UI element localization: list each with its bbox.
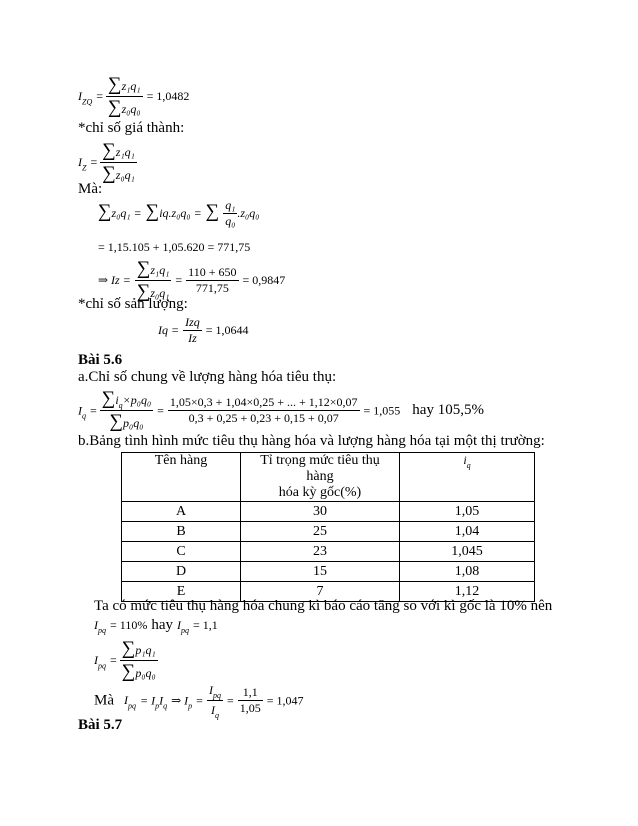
ma-label: Mà — [94, 692, 114, 709]
equals-sign: = — [175, 273, 183, 288]
formula-term: z₀q₁ = — [111, 206, 142, 221]
numerator: 1,05×0,3 + 1,04×0,25 + ... + 1,12×0,07 — [169, 395, 358, 410]
table-cell: A — [122, 502, 241, 522]
table-cell: 1,12 — [400, 582, 535, 602]
equals-sign: = — [226, 693, 234, 708]
table-cell: 25 — [241, 522, 400, 542]
table-cell: E — [122, 582, 241, 602]
formula-symbol: ⇒ I — [171, 693, 189, 708]
numerator: p₁q₁ — [135, 643, 156, 657]
formula-iz — [78, 140, 137, 185]
formula-ip-derivation — [94, 681, 304, 720]
table-cell: 1,08 — [400, 562, 535, 582]
formula-izq — [78, 74, 189, 119]
formula-subscript: pq — [98, 661, 106, 671]
table-row — [122, 522, 535, 542]
denominator: 771,75 — [195, 281, 229, 295]
header-symbol: i — [463, 453, 467, 467]
fraction — [207, 681, 223, 720]
fraction — [238, 685, 263, 716]
fraction — [223, 198, 237, 229]
denominator: z₀q₁ — [115, 168, 135, 182]
formula-symbol: I — [159, 693, 164, 708]
fraction: $\frac{\text{∑z₁q₁}}{\text{∑z₀q₀}}$ — [108, 74, 141, 118]
formula-result: = 1,0482 — [146, 89, 190, 104]
denominator: z₀q₀ — [121, 102, 141, 116]
note-price-index: *chỉ số giá thành: — [78, 120, 185, 136]
equals-sign: = — [90, 155, 101, 170]
table-cell: 23 — [241, 542, 400, 562]
formula-symbol: I — [78, 403, 82, 418]
fraction: $\frac{\text{∑z₁q₁}}{\text{∑z₀q₁}}$ — [102, 140, 135, 184]
equals-sign: = — [157, 403, 164, 418]
table-header-cell — [241, 453, 400, 502]
table-row — [122, 562, 535, 582]
table-cell: C — [122, 542, 241, 562]
formula-symbol: I — [94, 653, 98, 668]
formula-subscript: Z — [82, 163, 87, 173]
numerator: 110 + 650 — [188, 265, 237, 279]
table-header-cell — [400, 453, 535, 502]
connector-word: hay — [151, 617, 173, 633]
equals-sign: = — [90, 403, 100, 418]
fraction: $\frac{\sum i_q\times p_0q_0}{\text{∑p₀q₀}}$ — [101, 388, 152, 433]
formula-value: = 110% — [110, 618, 148, 632]
formula-subscript: q — [82, 411, 86, 421]
formula-subscript: pq — [181, 626, 189, 636]
fraction — [183, 315, 202, 346]
numerator: I — [208, 683, 213, 697]
formula-result: = 1,047 — [266, 693, 304, 708]
note-quantity-index: *chỉ số sản lượng: — [78, 296, 188, 312]
numerator: z₁q₁ — [121, 79, 141, 93]
fraction: $\frac{\text{∑z₁q₁}}{\text{∑z₀q₁}}$ — [136, 258, 170, 302]
header-line: hóa kỳ gốc(%) — [278, 485, 362, 500]
equals-sign: = — [96, 89, 107, 104]
header-line: Tỉ trọng mức tiêu thụ hàng — [260, 453, 380, 484]
formula-subscript: ZQ — [82, 97, 93, 107]
table-cell: D — [122, 562, 241, 582]
table-header-cell: Tên hàng — [122, 453, 241, 502]
denominator: z₀q₁ — [150, 286, 170, 300]
fraction — [168, 395, 360, 426]
header-subscript: q — [466, 460, 471, 470]
numerator: z₁q₁ — [150, 263, 170, 277]
formula-symbol: I — [124, 693, 128, 708]
formula-result: = 1,055 — [363, 403, 401, 418]
formula-subscript: q — [214, 711, 219, 721]
ma-label: Mà: — [78, 181, 103, 197]
section-title-bai-5-7: Bài 5.7 — [78, 717, 123, 733]
formula-symbol: I — [94, 618, 98, 632]
formula-term: iq.z₀q₀ = — [159, 206, 202, 221]
formula-iq — [158, 315, 249, 346]
fraction: $\frac{\text{∑p₁q₁}}{\text{∑p₀q₀}}$ — [121, 638, 156, 682]
table-cell: 1,045 — [400, 542, 535, 562]
formula-symbol: = I — [140, 693, 156, 708]
formula-subscript: p — [188, 701, 193, 711]
formula-sum-line1: ∑z₀q₁ = ∑iq.z₀q₀ = ∑ $\frac{\text{q₁}}{\text{q₀}}$ .z₀q₀ — [98, 198, 260, 228]
section-title-bai-5-6: Bài 5.6 — [78, 352, 123, 368]
percent-note: hay 105,5% — [412, 402, 484, 419]
numerator-tail: ×p₀q₀ — [122, 393, 152, 407]
equals-sign: = — [196, 693, 203, 708]
denominator: 0,3 + 0,25 + 0,23 + 0,15 + 0,07 — [188, 411, 339, 426]
fraction — [186, 265, 238, 296]
formula-symbol: I — [78, 89, 82, 104]
formula-symbol: I — [177, 618, 181, 632]
formula-symbol: I — [78, 155, 82, 170]
formula-result: = 1,0644 — [205, 323, 249, 338]
denominator: q₀ — [225, 214, 236, 228]
table-header-row — [122, 453, 535, 502]
formula-sum-line2: = 1,15.105 + 1,05.620 = 771,75 — [98, 240, 251, 254]
numerator: i — [115, 393, 119, 407]
denominator: p₀q₀ — [123, 416, 144, 431]
formula-result: = 0,9847 — [242, 273, 286, 288]
numerator: Izq — [185, 315, 200, 329]
table-cell: 1,04 — [400, 522, 535, 542]
numerator: q₁ — [225, 198, 236, 212]
formula-subscript: p — [155, 701, 160, 711]
part-a-heading: a.Chỉ số chung về lượng hàng hóa tiêu thụ: — [78, 369, 337, 385]
table-cell: 30 — [241, 502, 400, 522]
formula-lhs: Iq = — [158, 323, 180, 338]
denominator: 1,05 — [239, 701, 261, 716]
denominator: I — [210, 703, 215, 718]
formula-term: .z₀q₀ — [237, 206, 260, 221]
numerator: z₁q₁ — [115, 145, 135, 159]
table-row — [122, 542, 535, 562]
formula-value: = 1,1 — [193, 618, 218, 632]
table-cell: 1,05 — [400, 502, 535, 522]
equals-sign: = — [110, 653, 120, 668]
formula-subscript: pq — [98, 626, 106, 636]
denominator: Iz — [188, 331, 197, 345]
table-cell: B — [122, 522, 241, 542]
table-row — [122, 502, 535, 522]
part-b-heading: b.Bảng tình hình mức tiêu thụ hàng hóa và lượng hàng hóa tại một thị trường: — [78, 433, 545, 449]
paragraph-consumption-increase: Ta có mức tiêu thụ hàng hóa chung kì báo cáo tăng so với kì gốc là 10% nên — [94, 598, 553, 614]
table-cell: 15 — [241, 562, 400, 582]
consumption-table — [121, 452, 535, 602]
numerator: 1,1 — [238, 685, 263, 701]
formula-subscript: q — [163, 701, 168, 711]
formula-iq-general — [78, 388, 484, 433]
denominator: p₀q₀ — [135, 666, 156, 680]
formula-ipq-definition — [94, 638, 158, 683]
table-cell: 7 — [241, 582, 400, 602]
formula-subscript: q — [118, 401, 123, 411]
formula-lhs: ⇒ Iz = — [98, 273, 131, 288]
formula-subscript: pq — [128, 701, 136, 711]
formula-ipq-value — [94, 616, 218, 635]
formula-subscript: pq — [212, 691, 221, 701]
